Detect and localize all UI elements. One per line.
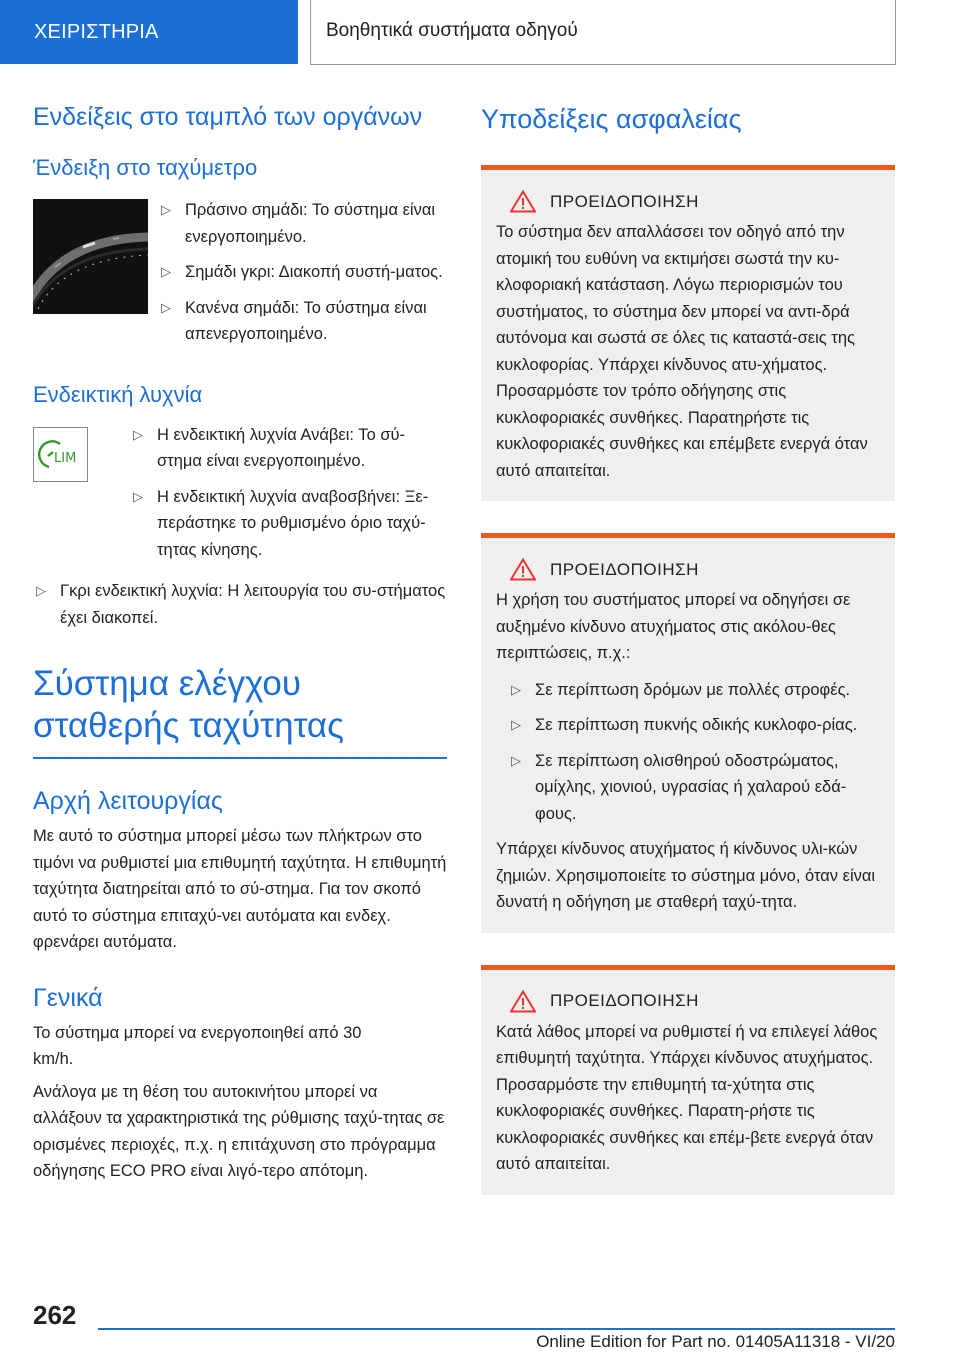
general-text-2: Ανάλογα με τη θέση του αυτοκινήτου μπορεί να αλλάξουν τα χαρακτηριστικά της ρύθμισης ταχύ-τητας σε ορισμένες περιοχές, π.χ. η επιτάχυνση στο πρόγραμμα οδήγησης ECO PRO είναι λιγό-τερο απότομη.: [33, 1082, 445, 1180]
header-divider-right: [895, 0, 896, 64]
warning-title: ΠΡΟΕΙΔΟΠΟΙΗΣΗ: [496, 558, 880, 581]
principle-heading: Αρχή λειτουργίας: [33, 787, 223, 815]
lamp-extra-list: [33, 578, 447, 631]
left-column: [33, 100, 447, 1185]
right-column: [481, 100, 895, 1195]
warning-box-2: [481, 533, 895, 933]
speedo-list: [158, 197, 447, 357]
speedo-section: [33, 199, 447, 357]
bullet-triangle-icon: ▷: [133, 426, 143, 442]
footer-rule: [98, 1328, 895, 1330]
warning-box-3: [481, 965, 895, 1195]
heading-rule: [33, 757, 447, 759]
principle-text: Με αυτό το σύστημα μπορεί μέσω των πλήκτρων στο τιμόνι να ρυθμιστεί μια επιθυμητή ταχύτητα. Η επιθυμητή ταχύτητα διατηρείται από το σύ-στημα. Για τον σκοπό αυτό το σύστημα επιταχύ-νει αυτόματα και ενδεχ. φρενάρει αυτόματα.: [33, 827, 447, 951]
section-title: Βοηθητικά συστήματα οδηγού: [326, 20, 578, 41]
lamp-section: [33, 427, 447, 573]
bullet-triangle-icon: ▷: [511, 752, 521, 768]
bullet-triangle-icon: ▷: [511, 717, 521, 732]
list-item: ▷ Σημάδι γκρι: Διακοπή συστή-ματος.: [158, 259, 447, 286]
speedo-heading: Ένδειξη στο ταχύμετρο: [33, 155, 258, 180]
lim-label: LIM: [54, 450, 77, 466]
general-text-1: Το σύστημα μπορεί να ενεργοποιηθεί από 30 km/h.: [33, 1023, 362, 1068]
list-item: ▷ Η ενδεικτική λυχνία Ανάβει: Το σύ-στημα είναι ενεργοποιημένο.: [130, 422, 447, 475]
list-item: ▷ Σε περίπτωση δρόμων με πολλές στροφές.: [508, 677, 880, 704]
list-item: ▷ Σε περίπτωση πυκνής οδικής κυκλοφο-ρίας.: [508, 712, 880, 739]
lamp-heading: Ενδεικτική λυχνία: [33, 381, 203, 407]
header-divider-left: [310, 0, 311, 64]
warning-triangle-icon: [510, 190, 536, 213]
header-divider-bottom: [310, 64, 896, 65]
bullet-triangle-icon: ▷: [161, 202, 171, 217]
warning-triangle-icon: [510, 558, 536, 581]
list-item: ▷ Σε περίπτωση ολισθηρού οδοστρώματος, ομίχλης, χιονιού, υγρασίας ή χαλαρού εδά-φους.: [508, 748, 880, 828]
warning-box-1: [481, 165, 895, 501]
warning-text: Κατά λάθος μπορεί να ρυθμιστεί ή να επιλεγεί λάθος επιθυμητή ταχύτητα. Υπάρχει κίνδυνος ατυχήματος. Προσαρμόστε την επιθυμητή τα-χύτητα στις κυκλοφοριακές συνθήκες. Παρατη-ρήστε τις κυκλοφοριακές συνθήκες και επέμ-βετε ενεργά όταν αυτό απαιτείται.: [496, 1022, 878, 1173]
lamp-list: [130, 422, 447, 573]
list-item: ▷ Κανένα σημάδι: Το σύστημα είναι απενεργοποιημένο.: [158, 295, 447, 348]
chapter-tab: ΧΕΙΡΙΣΤΗΡΙΑ: [0, 0, 298, 64]
bullet-triangle-icon: ▷: [161, 264, 171, 279]
list-item: ▷ Πράσινο σημάδι: Το σύστημα είναι ενεργοποιημένο.: [158, 197, 447, 250]
warning-triangle-icon: [510, 990, 536, 1013]
warning-title: ΠΡΟΕΙΔΟΠΟΙΗΣΗ: [496, 990, 880, 1013]
list-item: ▷ Η ενδεικτική λυχνία αναβοσβήνει: Ξε-περάστηκε το ρυθμισμένο όριο ταχύ-τητας κίνησης.: [130, 484, 447, 564]
warning-title: ΠΡΟΕΙΔΟΠΟΙΗΣΗ: [496, 190, 880, 213]
warning-text: Το σύστημα δεν απαλλάσσει τον οδηγό από την ατομική του ευθύνη να εκτιμήσει σωστά την κυ-κλοφοριακή κατάσταση. Λόγω περιορισμών του συστήματος, το σύστημα δεν μπορεί να αντι-δρά αυτόνομα και σωστά σε όλες τις καταστά-σεις της κυκλοφορίας. Υπάρχει κίνδυνος ατυ-χήματος. Προσαρμόστε τον τρόπο οδήγησης στις κυκλοφοριακές συνθήκες. Παρατηρήστε τις κυκλοφοριακές συνθήκες και επέμβετε ενεργά όταν αυτό απαιτείται.: [496, 223, 868, 480]
main-heading: Σύστημα ελέγχου σταθερής ταχύτητας: [33, 664, 345, 745]
general-heading: Γενικά: [33, 983, 103, 1012]
warning-list: [508, 677, 880, 828]
list-item: ▷ Γκρι ενδεικτική λυχνία: Η λειτουργία του συ-στήματος έχει διακοπεί.: [33, 578, 447, 631]
bullet-triangle-icon: ▷: [511, 681, 521, 697]
warning-outro: Υπάρχει κίνδυνος ατυχήματος ή κίνδυνος υλι-κών ζημιών. Χρησιμοποιείτε το σύστημα μόνο, όταν είναι δυνατή η οδήγηση με σταθερή ταχύ-τητα.: [496, 840, 876, 911]
speedometer-marking-image: [33, 199, 148, 314]
panel-heading: Ενδείξεις στο ταμπλό των οργάνων: [33, 103, 423, 131]
page-number: 262: [33, 1300, 77, 1330]
bullet-triangle-icon: ▷: [133, 488, 143, 504]
safety-heading: Υποδείξεις ασφαλείας: [481, 104, 742, 134]
bullet-triangle-icon: ▷: [161, 299, 171, 315]
bullet-triangle-icon: ▷: [36, 583, 46, 598]
lim-indicator-icon: [33, 427, 88, 482]
warning-intro: Η χρήση του συστήματος μπορεί να οδηγήσει σε αυξημένο κίνδυνο ατυχήματος στις ακόλου-θες περιπτώσεις, π.χ.:: [496, 591, 851, 662]
edition-text: Online Edition for Part no. 01405A11318 - VI/20: [536, 1332, 895, 1351]
